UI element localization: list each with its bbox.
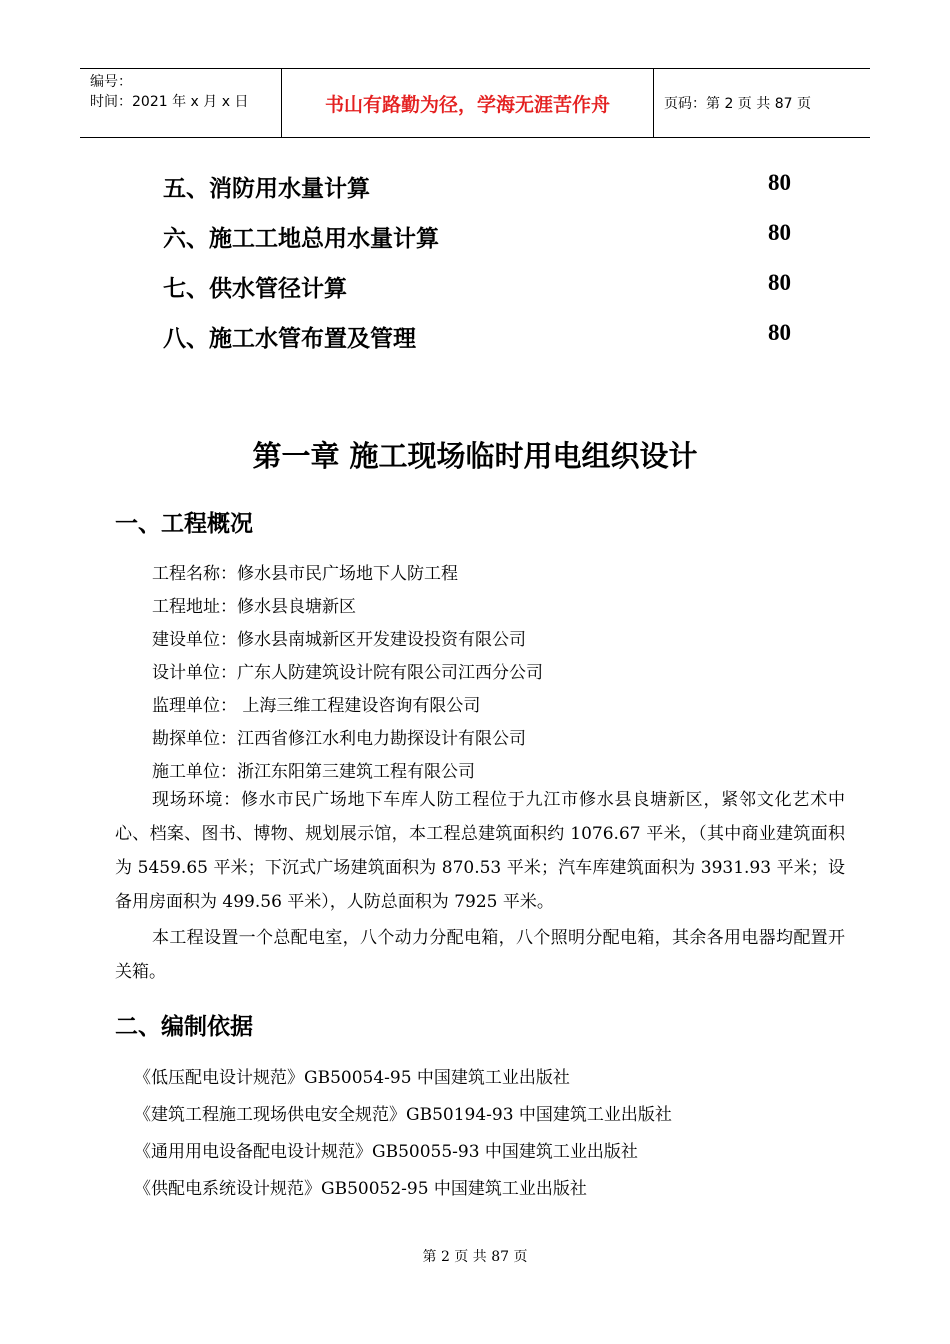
power-setup-paragraph: 本工程设置一个总配电室，八个动力分配电箱，八个照明分配电箱，其余各用电器均配置开关箱。 xyxy=(115,928,845,982)
toc-entry-page: 80 xyxy=(768,220,791,245)
project-info-line: 设计单位：广东人防建筑设计院有限公司江西分公司 xyxy=(152,663,543,683)
section-heading-overview: 一、工程概况 xyxy=(115,511,253,537)
page-footer: 第 2 页 共 87 页 xyxy=(422,1249,528,1265)
chapter-title: 第一章 施工现场临时用电组织设计 xyxy=(252,439,698,473)
toc-entry-title: 七、供水管径计算 xyxy=(163,276,347,302)
reference-standard: 《建筑工程施工现场供电安全规范》GB50194-93 中国建筑工业出版社 xyxy=(134,1105,672,1125)
reference-standard: 《低压配电设计规范》GB50054-95 中国建筑工业出版社 xyxy=(134,1068,570,1088)
header-meta xyxy=(80,69,282,137)
toc-entry-title: 五、消防用水量计算 xyxy=(163,176,370,202)
toc-entry xyxy=(163,220,791,260)
project-info-line: 勘探单位：江西省修江水利电力勘探设计有限公司 xyxy=(152,729,526,749)
project-info-line: 监理单位： 上海三维工程建设咨询有限公司 xyxy=(152,696,481,716)
toc-entry xyxy=(163,270,791,310)
reference-standard: 《供配电系统设计规范》GB50052-95 中国建筑工业出版社 xyxy=(134,1179,587,1199)
header-motto: 书山有路勤为径，学海无涯苦作舟 xyxy=(282,69,654,137)
toc-entry-page: 80 xyxy=(768,170,791,195)
site-environment-paragraph: 现场环境：修水市民广场地下车库人防工程位于九江市修水县良塘新区，紧邻文化艺术中心、档案、图书、博物、规划展示馆，本工程总建筑面积约 1076.67 平米，（其中商业建筑面积为 5459.65 平米；下沉式广场建筑面积为 870.53 平米；汽车库建筑面积为 3931.93 平米；设备用房面积为 499.56 平米），人防总面积为 7925 平米。 xyxy=(115,790,845,912)
toc-entry-title: 八、施工水管布置及管理 xyxy=(163,326,416,352)
toc-entry-page: 80 xyxy=(768,270,791,295)
toc-entry-title: 六、施工工地总用水量计算 xyxy=(163,226,439,252)
page-header xyxy=(80,68,870,138)
toc-entry-page: 80 xyxy=(768,320,791,345)
toc-entry xyxy=(163,320,791,360)
toc-entry xyxy=(163,170,791,210)
project-info-line: 建设单位：修水县南城新区开发建设投资有限公司 xyxy=(152,630,526,650)
section-heading-basis: 二、编制依据 xyxy=(115,1014,253,1040)
project-info-line: 工程地址：修水县良塘新区 xyxy=(152,597,356,617)
document-number-label: 编号： xyxy=(90,74,132,90)
reference-standard: 《通用用电设备配电设计规范》GB50055-93 中国建筑工业出版社 xyxy=(134,1142,638,1162)
project-info-line: 施工单位：浙江东阳第三建筑工程有限公司 xyxy=(152,762,475,782)
document-time-label: 时间：2021 年 x 月 x 日 xyxy=(90,94,249,110)
header-page-info: 页码：第 2 页 共 87 页 xyxy=(664,96,811,112)
project-info-line: 工程名称：修水县市民广场地下人防工程 xyxy=(152,564,458,584)
